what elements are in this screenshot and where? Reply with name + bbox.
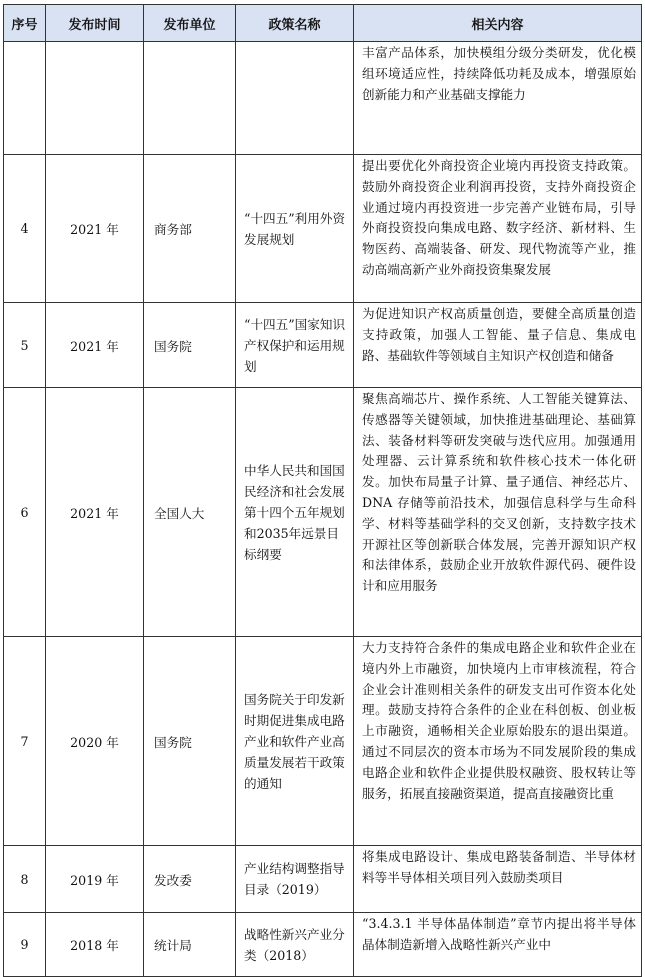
row-unit: 国务院 bbox=[144, 303, 236, 388]
header-issuing-unit: 发布单位 bbox=[144, 5, 236, 42]
row-year: 2020 年 bbox=[46, 637, 144, 846]
row-year: 2021 年 bbox=[46, 303, 144, 388]
row-unit: 发改委 bbox=[144, 846, 236, 913]
row-policy: 战略性新兴产业分类（2018） bbox=[236, 913, 354, 977]
table-header-row bbox=[4, 5, 642, 42]
table-row bbox=[4, 155, 642, 303]
policy-table bbox=[3, 4, 642, 977]
row-policy bbox=[236, 42, 354, 155]
header-related-content: 相关内容 bbox=[354, 5, 642, 42]
table-row bbox=[4, 303, 642, 388]
row-year: 2021 年 bbox=[46, 388, 144, 637]
row-year: 2018 年 bbox=[46, 913, 144, 977]
table-row bbox=[4, 913, 642, 977]
row-unit: 全国人大 bbox=[144, 388, 236, 637]
row-policy: 国务院关于印发新时期促进集成电路产业和软件产业高质量发展若干政策的通知 bbox=[236, 637, 354, 846]
row-unit bbox=[144, 42, 236, 155]
row-policy: 产业结构调整指导目录（2019） bbox=[236, 846, 354, 913]
table-row bbox=[4, 846, 642, 913]
row-index: 9 bbox=[4, 913, 46, 977]
row-year: 2021 年 bbox=[46, 155, 144, 303]
header-release-time: 发布时间 bbox=[46, 5, 144, 42]
row-unit: 商务部 bbox=[144, 155, 236, 303]
row-policy: “十四五”利用外资发展规划 bbox=[236, 155, 354, 303]
row-index bbox=[4, 42, 46, 155]
row-index: 5 bbox=[4, 303, 46, 388]
row-index: 4 bbox=[4, 155, 46, 303]
row-index: 6 bbox=[4, 388, 46, 637]
table-row bbox=[4, 637, 642, 846]
row-policy: “十四五”国家知识产权保护和运用规划 bbox=[236, 303, 354, 388]
table-row bbox=[4, 388, 642, 637]
row-unit: 统计局 bbox=[144, 913, 236, 977]
row-index: 8 bbox=[4, 846, 46, 913]
table-row bbox=[4, 42, 642, 155]
header-policy-name: 政策名称 bbox=[236, 5, 354, 42]
row-content: 为促进知识产权高质量创造，要健全高质量创造支持政策，加强人工智能、量子信息、集成电路、基础软件等领域自主知识产权创造和储备 bbox=[354, 303, 642, 388]
row-index: 7 bbox=[4, 637, 46, 846]
row-content: 丰富产品体系，加快模组分级分类研发，优化模组环境适应性，持续降低功耗及成本，增强原始创新能力和产业基础支撑能力 bbox=[354, 42, 642, 155]
row-year bbox=[46, 42, 144, 155]
row-content: “3.4.3.1 半导体晶体制造”章节内提出将半导体晶体制造新增入战略性新兴产业中 bbox=[354, 913, 642, 977]
row-year: 2019 年 bbox=[46, 846, 144, 913]
row-content: 聚焦高端芯片、操作系统、人工智能关键算法、传感器等关键领域，加快推进基础理论、基础算法、装备材料等研发突破与迭代应用。加强通用处理器、云计算系统和软件核心技术一体化研发。加快布局量子计算、量子通信、神经芯片、DNA 存储等前沿技术，加强信息科学与生命科学、材料等基础学科的交叉创新，支持数字技术开源社区等创新联合体发展，完善开源知识产权和法律体系，鼓励企业开放软件源代码、硬件设计和应用服务 bbox=[354, 388, 642, 637]
header-index: 序号 bbox=[4, 5, 46, 42]
row-content: 提出要优化外商投资企业境内再投资支持政策。鼓励外商投资企业利润再投资，支持外商投资企业通过境内再投资进一步完善产业链布局，引导外商投资投向集成电路、数字经济、新材料、生物医药、高端装备、研发、现代物流等产业，推动高端高新产业外商投资集聚发展 bbox=[354, 155, 642, 303]
row-content: 将集成电路设计、集成电路装备制造、半导体材料等半导体相关项目列入鼓励类项目 bbox=[354, 846, 642, 913]
row-policy: 中华人民共和国国民经济和社会发展第十四个五年规划和2035年远景目标纲要 bbox=[236, 388, 354, 637]
row-unit: 国务院 bbox=[144, 637, 236, 846]
row-content: 大力支持符合条件的集成电路企业和软件企业在境内外上市融资，加快境内上市审核流程，符合企业会计准则相关条件的研发支出可作资本化处理。鼓励支持符合条件的企业在科创板、创业板上市融资，通畅相关企业原始股东的退出渠道。通过不同层次的资本市场为不同发展阶段的集成电路企业和软件企业提供股权融资、股权转让等服务，拓展直接融资渠道，提高直接融资比重 bbox=[354, 637, 642, 846]
